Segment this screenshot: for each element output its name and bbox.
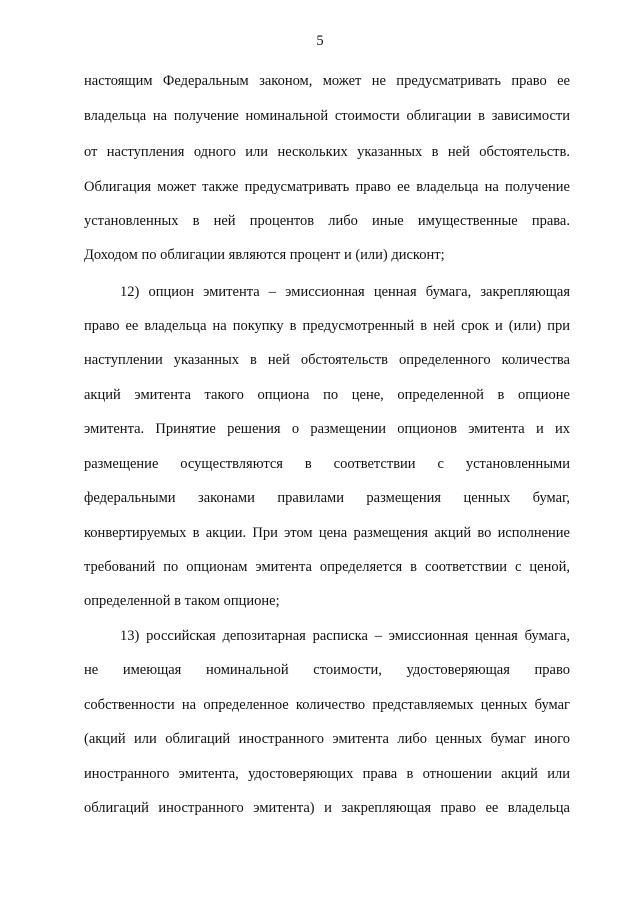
- text-line: размещение осуществляются в соответствии с установленными: [84, 456, 570, 472]
- text-line: определенной в таком опционе;: [84, 593, 280, 609]
- text-line: (акций или облигаций иностранного эмитента либо ценных бумаг иного: [84, 731, 570, 747]
- text-line: эмитента. Принятие решения о размещении опционов эмитента и их: [84, 421, 570, 437]
- text-line: установленных в ней процентов либо иные имущественные права.: [84, 213, 570, 229]
- text-line: настоящим Федеральным законом, может не предусматривать право ее: [84, 73, 570, 89]
- text-line: федеральными законами правилами размещения ценных бумаг,: [84, 490, 570, 506]
- text-line: иностранного эмитента, удостоверяющих права в отношении акций или: [84, 766, 570, 782]
- text-line: владельца на получение номинальной стоимости облигации в зависимости: [84, 108, 570, 124]
- text-line: не имеющая номинальной стоимости, удостоверяющая право: [84, 662, 570, 678]
- text-line: требований по опционам эмитента определяется в соответствии с ценой,: [84, 559, 570, 575]
- text-line: наступлении указанных в ней обстоятельств определенного количества: [84, 352, 570, 368]
- paragraph-start-line: 12) опцион эмитента – эмиссионная ценная бумага, закрепляющая: [120, 284, 570, 300]
- text-line: Облигация может также предусматривать право ее владельца на получение: [84, 179, 570, 195]
- text-line: облигаций иностранного эмитента) и закрепляющая право ее владельца: [84, 800, 570, 816]
- text-line: право ее владельца на покупку в предусмотренный в ней срок и (или) при: [84, 318, 570, 334]
- page-number: 5: [316, 33, 324, 49]
- text-line: собственности на определенное количество представляемых ценных бумаг: [84, 697, 570, 713]
- paragraph-start-line: 13) российская депозитарная расписка – эмиссионная ценная бумага,: [120, 628, 570, 644]
- text-line: акций эмитента такого опциона по цене, определенной в опционе: [84, 387, 570, 403]
- text-line: конвертируемых в акции. При этом цена размещения акций во исполнение: [84, 525, 570, 541]
- text-line: от наступления одного или нескольких указанных в ней обстоятельств.: [84, 144, 570, 160]
- text-line: Доходом по облигации являются процент и (или) дисконт;: [84, 247, 445, 263]
